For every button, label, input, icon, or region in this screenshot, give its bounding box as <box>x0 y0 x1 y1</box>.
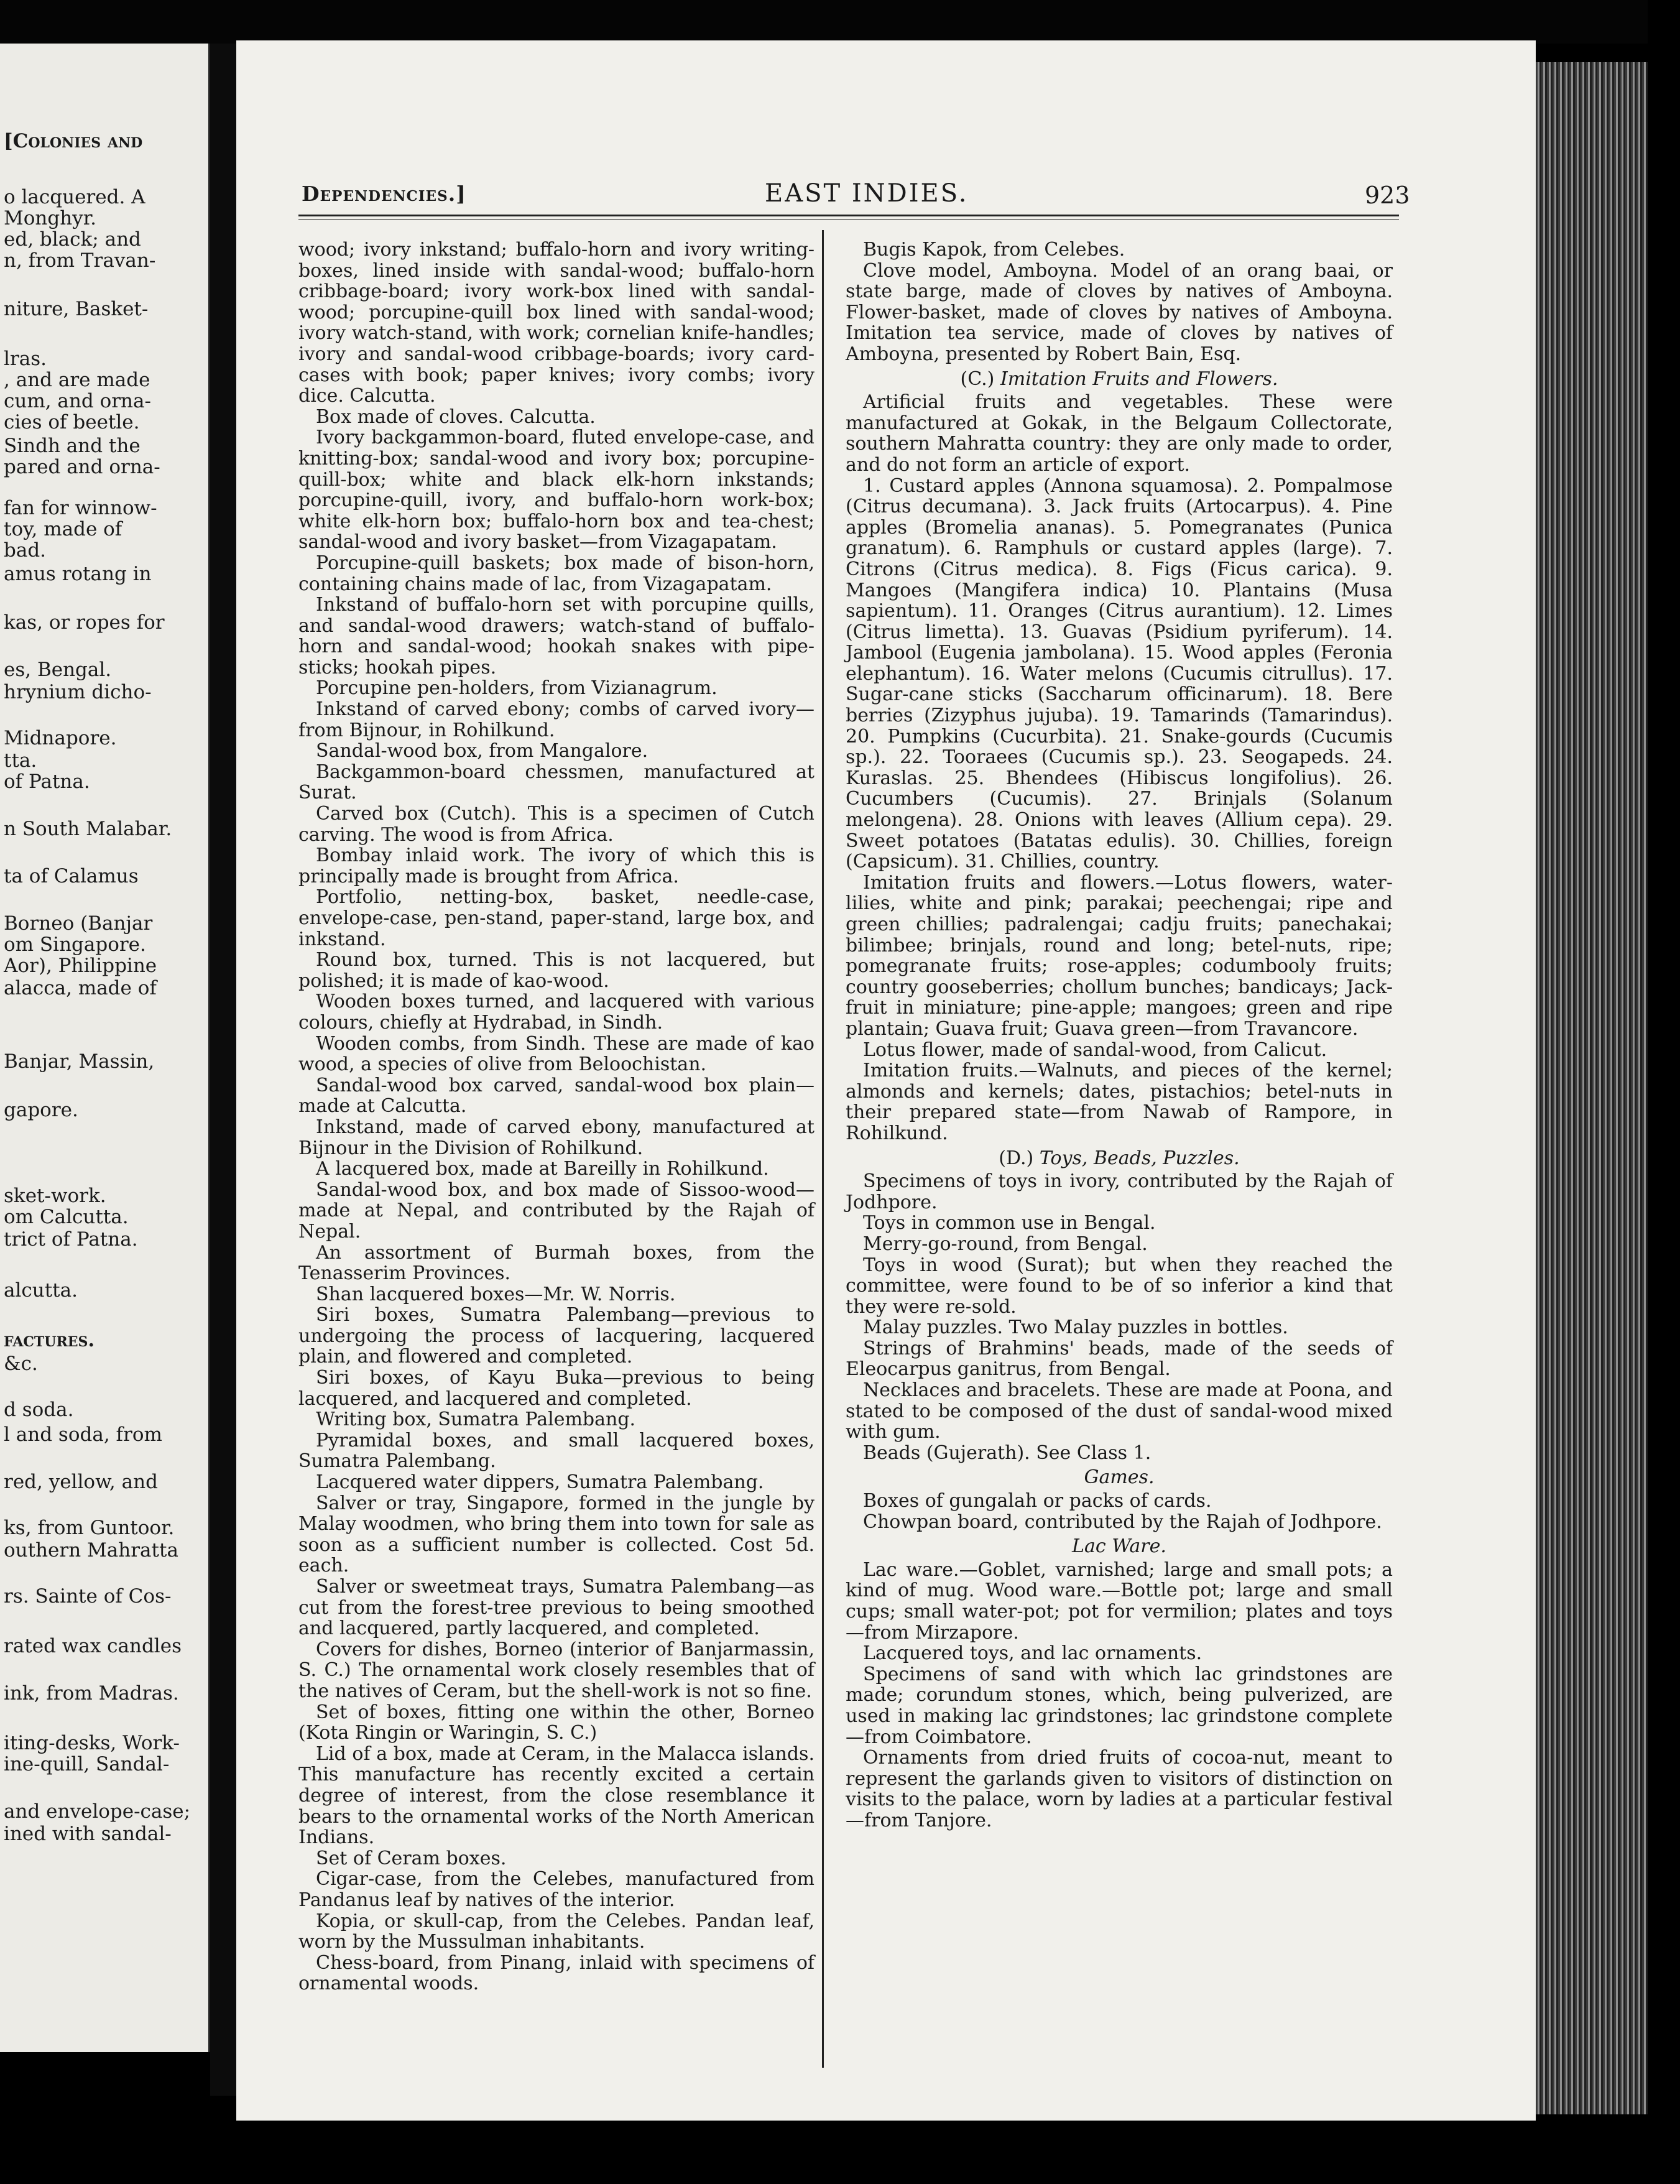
left-page-fragment <box>0 44 210 2052</box>
catalogue-entry: Chowpan board, contributed by the Rajah of Jodhpore. <box>863 1511 1382 1533</box>
catalogue-entry: Box made of cloves. Calcutta. <box>316 405 596 428</box>
left-page-line: es, Bengal. <box>4 659 112 681</box>
left-page-line: l and soda, from <box>4 1423 162 1446</box>
catalogue-entry: Inkstand of carved ebony; combs of carved ivory—from Bijnour, in Rohilkund. <box>298 698 815 741</box>
catalogue-entry: Ivory backgammon-board, fluted envelope-case, and knitting-box; sandal-wood and ivory box; porcupine-quill-box; white and black elk-horn inkstands; porcupine-quill, ivory, and buffalo-horn work-box; white elk-horn box; buffalo-horn box and tea-chest; sandal-wood and ivory basket—from Vizagapatam. <box>298 427 815 553</box>
left-page-line: amus rotang in <box>4 563 152 585</box>
left-page-line: factures. <box>4 1329 95 1351</box>
catalogue-entry: Boxes of gungalah or packs of cards. <box>863 1490 1212 1512</box>
left-page-line: d soda. <box>4 1399 74 1421</box>
catalogue-entry: Carved box (Cutch). This is a specimen of Cutch carving. The wood is from Africa. <box>298 803 815 846</box>
book-page-edges <box>1536 62 1648 2114</box>
catalogue-entry: Salver or sweetmeat trays, Sumatra Palembang—as cut from the forest-tree previous to being smoothed and lacquered, partly lacquered, and completed. <box>298 1576 815 1640</box>
catalogue-entry: Specimens of toys in ivory, contributed by the Rajah of Jodhpore. <box>846 1170 1393 1213</box>
catalogue-entry: Backgammon-board chessmen, manufactured at Surat. <box>298 761 815 804</box>
left-page-line: rated wax candles <box>4 1635 182 1657</box>
left-page-line: gapore. <box>4 1099 78 1121</box>
catalogue-entry: Covers for dishes, Borneo (interior of Banjarmassin, S. C.) The ornamental work closely resembles that of the natives of Ceram, but the shell-work is not so fine. <box>298 1638 815 1702</box>
left-page-line: Monghyr. <box>4 207 96 229</box>
left-page-line: n, from Travan- <box>4 249 156 272</box>
left-page-line: n South Malabar. <box>4 818 172 840</box>
catalogue-entry: Portfolio, netting-box, basket, needle-case, envelope-case, pen-stand, paper-stand, large box, and inkstand. <box>298 886 815 950</box>
left-page-line: o lacquered. A <box>4 186 145 208</box>
catalogue-entry: Lacquered toys, and lac ornaments. <box>863 1642 1202 1665</box>
catalogue-entry: Salver or tray, Singapore, formed in the jungle by Malay woodmen, who bring them into town for sale as soon as a sufficient number is collected. Cost 5d. each. <box>298 1492 815 1577</box>
header-rule <box>298 215 1399 216</box>
left-page-line: alcutta. <box>4 1279 78 1302</box>
top-shadow <box>0 0 1680 44</box>
text-column-right <box>846 239 1393 1831</box>
catalogue-entry: Bombay inlaid work. The ivory of which this is principally made is brought from Africa. <box>298 844 815 887</box>
catalogue-entry: Shan lacquered boxes—Mr. W. Norris. <box>316 1283 676 1305</box>
running-head-title: EAST INDIES. <box>765 179 969 208</box>
left-page-line: Borneo (Banjar <box>4 912 153 935</box>
catalogue-entry: Artificial fruits and vegetables. These were manufactured at Gokak, in the Belgaum Collectorate, southern Mahratta country: they are only made to order, and do not form an article of export. <box>846 391 1393 476</box>
header-rule-thin <box>298 219 1399 220</box>
left-page-line: cies of beetle. <box>4 411 140 433</box>
catalogue-entry: Imitation fruits.—Walnuts, and pieces of the kernel; almonds and kernels; dates, pistachios; betel-nuts in their prepared state—from Nawab of Rampore, in Rohilkund. <box>846 1060 1393 1144</box>
catalogue-entry: Chess-board, from Pinang, inlaid with specimens of ornamental woods. <box>298 1951 815 1995</box>
left-page-line: ta of Calamus <box>4 865 139 887</box>
catalogue-entry: Siri boxes, Sumatra Palembang—previous to undergoing the process of lacquering, lacquered plain, and flowered and completed. <box>298 1304 815 1368</box>
section-heading <box>846 1148 1393 1169</box>
book-gutter <box>210 44 236 2096</box>
catalogue-entry: An assortment of Burmah boxes, from the Tenasserim Provinces. <box>298 1241 815 1285</box>
section-letter: (C.) <box>960 368 995 390</box>
section-title: Lac Ware. <box>1072 1535 1166 1558</box>
catalogue-entry: Inkstand of buffalo-horn set with porcupine quills, and sandal-wood drawers; watch-stand of buffalo-horn and sandal-wood; hookah snakes with pipe-sticks; hookah pipes. <box>298 594 815 678</box>
left-page-line: pared and orna- <box>4 456 160 478</box>
catalogue-entry: Beads (Gujerath). See Class 1. <box>863 1441 1152 1464</box>
catalogue-entry: Porcupine pen-holders, from Vizianagrum. <box>316 677 718 700</box>
catalogue-entry: Malay puzzles. Two Malay puzzles in bottles. <box>863 1316 1288 1339</box>
left-page-line: bad. <box>4 539 47 562</box>
catalogue-entry: Lotus flower, made of sandal-wood, from Calicut. <box>863 1039 1327 1061</box>
catalogue-entry: A lacquered box, made at Bareilly in Rohilkund. <box>316 1158 769 1180</box>
section-title: Imitation Fruits and Flowers. <box>1000 368 1278 390</box>
section-letter: (D.) <box>999 1147 1034 1169</box>
catalogue-entry: Set of Ceram boxes. <box>316 1847 507 1869</box>
catalogue-entry: Pyramidal boxes, and small lacquered boxes, Sumatra Palembang. <box>298 1429 815 1473</box>
catalogue-entry: Lid of a box, made at Ceram, in the Malacca islands. This manufacture has recently excited a certain degree of interest, from the close resemblance it bears to the ornamental works of the North American Indians. <box>298 1742 815 1849</box>
left-page-line: red, yellow, and <box>4 1471 158 1493</box>
catalogue-entry: Imitation fruits and flowers.—Lotus flowers, water-lilies, white and pink; parakai; peechengai; ripe and green chillies; padralengai; cadju fruits; panechakai; bilimbee; brinjals, round and long; betel-nuts, ripe; pomegranate fruits; rose-apples; codumbooly fruits; country gooseberries; chollum bunches; bandicays; Jack-fruit in miniature; pine-apple; mangoes; green and ripe plantain; Guava fruit; Guava green—from Travancore. <box>846 871 1393 1040</box>
catalogue-entry: Strings of Brahmins' beads, made of the seeds of Eleocarpus ganitrus, from Bengal. <box>846 1337 1393 1381</box>
catalogue-entry: Clove model, Amboyna. Model of an orang baai, or state barge, made of cloves by natives of Amboyna. Flower-basket, made of cloves by natives of Amboyna. Imitation tea service, made of cloves by natives of Amboyna, presented by Robert Bain, Esq. <box>846 259 1393 365</box>
left-page-line: Aor), Philippine <box>4 955 157 977</box>
catalogue-entry: Wooden boxes turned, and lacquered with various colours, chiefly at Hydrabad, in Sindh. <box>298 991 815 1034</box>
catalogue-entry: Set of boxes, fitting one within the other, Borneo (Kota Ringin or Waringin, S. C.) <box>298 1701 815 1744</box>
left-page-line: and envelope-case; <box>4 1800 191 1823</box>
catalogue-entry: Porcupine-quill baskets; box made of bison-horn, containing chains made of lac, from Vizagapatam. <box>298 552 815 595</box>
catalogue-entry: Sandal-wood box, and box made of Sissoo-wood—made at Nepal, and contributed by the Rajah of Nepal. <box>298 1178 815 1242</box>
catalogue-entry: Merry-go-round, from Bengal. <box>863 1233 1148 1255</box>
catalogue-entry: wood; ivory inkstand; buffalo-horn and ivory writing-boxes, lined inside with sandal-wood; buffalo-horn cribbage-board; ivory work-box lined with sandal-wood; porcupine-quill box lined with sandal-wood; ivory watch-stand, with work; cornelian knife-handles; ivory and sandal-wood cribbage-boards; ivory card-cases with book; paper knives; ivory combs; ivory dice. Calcutta. <box>298 239 815 407</box>
left-page-line: om Calcutta. <box>4 1206 129 1228</box>
catalogue-entry: Ornaments from dried fruits of cocoa-nut, meant to represent the garlands given to visitors of distinction on visits to the palace, worn by ladies at a particular festival—from Tanjore. <box>846 1747 1393 1831</box>
catalogue-entry: Toys in wood (Surat); but when they reached the committee, were found to be of so inferior a kind that they were re-sold. <box>846 1254 1393 1318</box>
running-head-left: Dependencies.] <box>302 182 466 206</box>
left-page-line: &c. <box>4 1353 38 1375</box>
catalogue-entry: Siri boxes, of Kayu Buka—previous to being lacquered, and lacquered and completed. <box>298 1367 815 1410</box>
page-number: 923 <box>1365 182 1410 209</box>
left-page-line: [Colonies and <box>4 130 143 152</box>
left-page-line: Banjar, Massin, <box>4 1050 155 1073</box>
left-page-line: Sindh and the <box>4 435 141 457</box>
catalogue-entry: Round box, turned. This is not lacquered, but polished; it is made of kao-wood. <box>298 949 815 992</box>
left-page-line: toy, made of <box>4 518 122 540</box>
left-page-line: tta. <box>4 749 37 772</box>
left-page-line: sket-work. <box>4 1185 106 1207</box>
left-page-line: lras. <box>4 348 47 370</box>
left-page-line: ks, from Guntoor. <box>4 1517 175 1539</box>
catalogue-entry: 1. Custard apples (Annona squamosa). 2. Pompalmose (Citrus decumana). 3. Jack fruits (Artocarpus). 4. Pine apples (Bromelia ananas). 5. Pomegranates (Punica granatum). 6. Ramphuls or custard apples (large). 7. Citrons (Citrus medica). 8. Figs (Ficus carica). 9. Mangoes (Mangifera indica) 10. Plantains (Musa sapientum). 11. Oranges (Citrus aurantium). 12. Limes (Citrus limetta). 13. Guavas (Psidium pyriferum). 14. Jambool (Eugenia jambolana). 15. Wood apples (Feronia elephantum). 16. Water melons (Cucumis citrullus). 17. Sugar-cane sticks (Saccharum officinarum). 18. Bere berries (Zizyphus jujuba). 19. Tamarinds (Tamarindus). 20. Pumpkins (Cucurbita). 21. Snake-gourds (Cucumis sp.). 22. Tooraees (Cucumis sp.). 23. Seogapeds. 24. Kuraslas. 25. Bhendees (Hibiscus longifolius). 26. Cucumbers (Cucumis). 27. Brinjals (Solanum melongena). 28. Onions with leaves (Allium cepa). 29. Sweet potatoes (Batatas edulis). 30. Chillies, foreign (Capsicum). 31. Chillies, country. <box>846 474 1393 873</box>
left-page-line: ined with sandal- <box>4 1823 172 1845</box>
left-page-line: om Singapore. <box>4 933 146 956</box>
left-page-line: alacca, made of <box>4 977 157 999</box>
catalogue-entry: Wooden combs, from Sindh. These are made of kao wood, a species of olive from Beloochistan. <box>298 1032 815 1076</box>
left-page-line: ine-quill, Sandal- <box>4 1753 170 1775</box>
catalogue-entry: Writing box, Sumatra Palembang. <box>316 1409 636 1431</box>
catalogue-entry: Specimens of sand with which lac grindstones are made; corundum stones, which, being pulverized, are used in making lac grindstones; lac grindstone complete—from Coimbatore. <box>846 1663 1393 1748</box>
right-dark-edge <box>1648 0 1680 2184</box>
left-page-line: ink, from Madras. <box>4 1682 179 1705</box>
left-page-line: outhern Mahratta <box>4 1539 178 1562</box>
section-heading <box>846 1536 1393 1557</box>
catalogue-entry: Inkstand, made of carved ebony, manufactured at Bijnour in the Division of Rohilkund. <box>298 1116 815 1159</box>
left-page-line: cum, and orna- <box>4 390 151 412</box>
catalogue-entry: Lac ware.—Goblet, varnished; large and small pots; a kind of mug. Wood ware.—Bottle pot; large and small cups; small water-pot; pot for vermilion; plates and toys—from Mirzapore. <box>846 1558 1393 1644</box>
catalogue-entry: Necklaces and bracelets. These are made at Poona, and stated to be composed of the dust of sandal-wood mixed with gum. <box>846 1379 1393 1443</box>
catalogue-entry: Sandal-wood box carved, sandal-wood box plain—made at Calcutta. <box>298 1074 815 1117</box>
section-title: Toys, Beads, Puzzles. <box>1039 1147 1240 1169</box>
catalogue-entry: Toys in common use in Bengal. <box>863 1212 1156 1234</box>
left-page-line: hrynium dicho- <box>4 681 152 703</box>
text-column-left <box>298 239 815 1994</box>
left-page-line: of Patna. <box>4 770 90 793</box>
left-page-line: Midnapore. <box>4 727 117 749</box>
left-page-line: iting-desks, Work- <box>4 1732 180 1754</box>
column-divider <box>822 230 824 2068</box>
left-page-line: kas, or ropes for <box>4 611 165 634</box>
left-page-line: , and are made <box>4 369 150 391</box>
left-page-line: fan for winnow- <box>4 497 157 519</box>
left-page-line: ed, black; and <box>4 228 141 251</box>
catalogue-entry: Kopia, or skull-cap, from the Celebes. Pandan leaf, worn by the Mussulman inhabitants. <box>298 1910 815 1953</box>
section-heading <box>846 1467 1393 1488</box>
catalogue-entry: Cigar-case, from the Celebes, manufactured from Pandanus leaf by natives of the interior. <box>298 1868 815 1911</box>
left-page-line: trict of Patna. <box>4 1228 138 1251</box>
catalogue-entry: Lacquered water dippers, Sumatra Palembang. <box>316 1471 764 1494</box>
catalogue-entry: Bugis Kapok, from Celebes. <box>863 239 1125 261</box>
bottom-background <box>0 2121 1680 2184</box>
catalogue-entry: Sandal-wood box, from Mangalore. <box>316 740 648 762</box>
section-heading <box>846 369 1393 390</box>
left-page-line: rs. Sainte of Cos- <box>4 1585 172 1608</box>
section-title: Games. <box>1084 1466 1155 1489</box>
left-page-line: niture, Basket- <box>4 298 149 320</box>
